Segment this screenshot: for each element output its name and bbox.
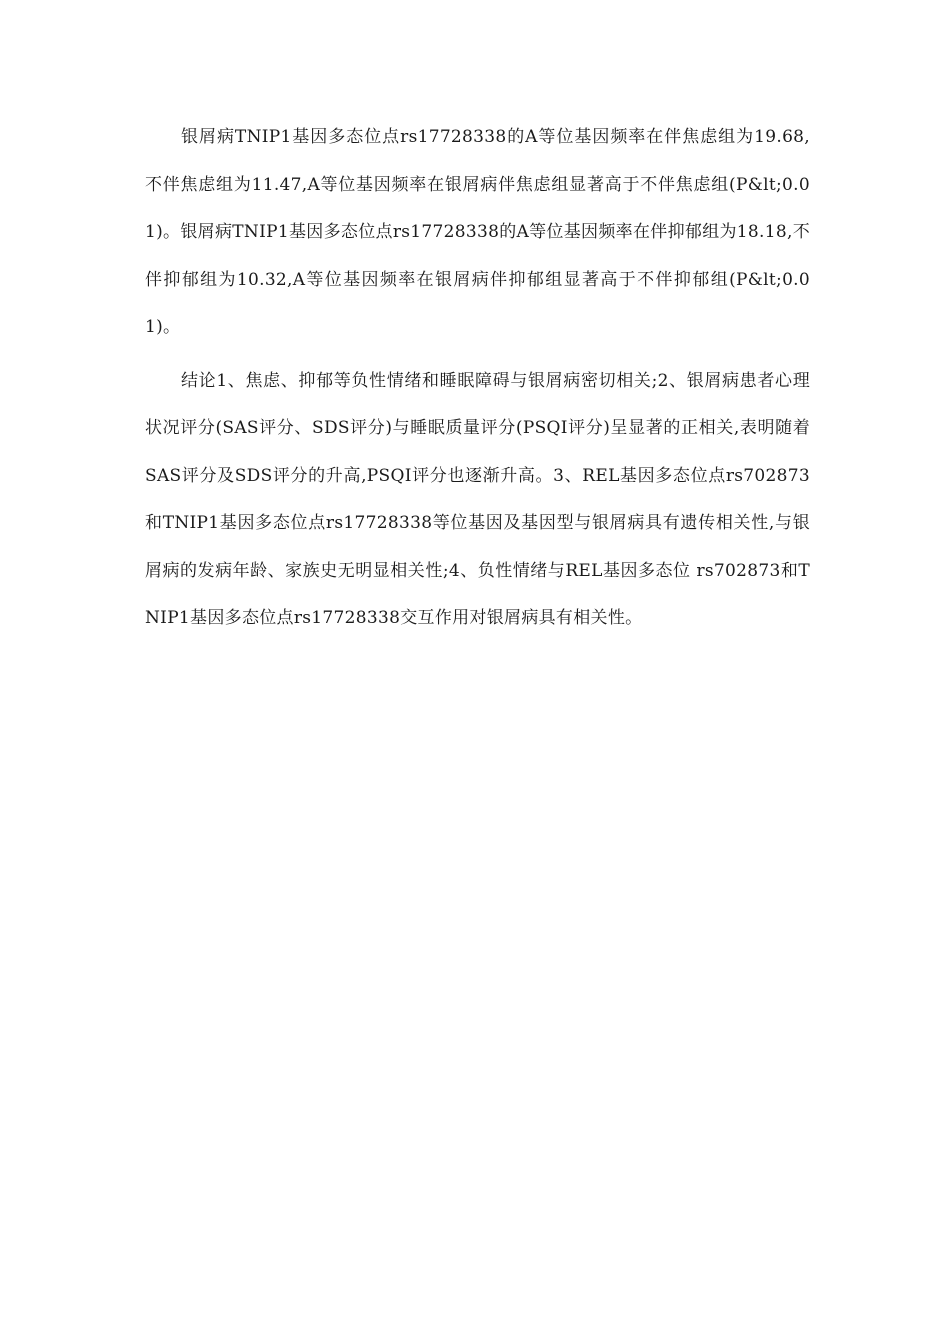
- document-body: [145, 114, 810, 643]
- paragraph-conclusion: 结论1、焦虑、抑郁等负性情绪和睡眠障碍与银屑病密切相关;2、银屑病患者心理状况评分(SAS评分、SDS评分)与睡眠质量评分(PSQI评分)呈显著的正相关,表明随着SAS评分及SDS评分的升高,PSQI评分也逐渐升高。3、REL基因多态位点rs702873和TNIP1基因多态位点rs17728338等位基因及基因型与银屑病具有遗传相关性,与银屑病的发病年龄、家族史无明显相关性;4、负性情绪与REL基因多态位 rs702873和TNIP1基因多态位点rs17728338交互作用对银屑病具有相关性。: [145, 370, 810, 628]
- paragraph-results: 银屑病TNIP1基因多态位点rs17728338的A等位基因频率在伴焦虑组为19.68,不伴焦虑组为11.47,A等位基因频率在银屑病伴焦虑组显著高于不伴焦虑组(P&lt;0.01)。银屑病TNIP1基因多态位点rs17728338的A等位基因频率在伴抑郁组为18.18,不伴抑郁组为10.32,A等位基因频率在银屑病伴抑郁组显著高于不伴抑郁组(P&lt;0.01)。: [145, 127, 810, 337]
